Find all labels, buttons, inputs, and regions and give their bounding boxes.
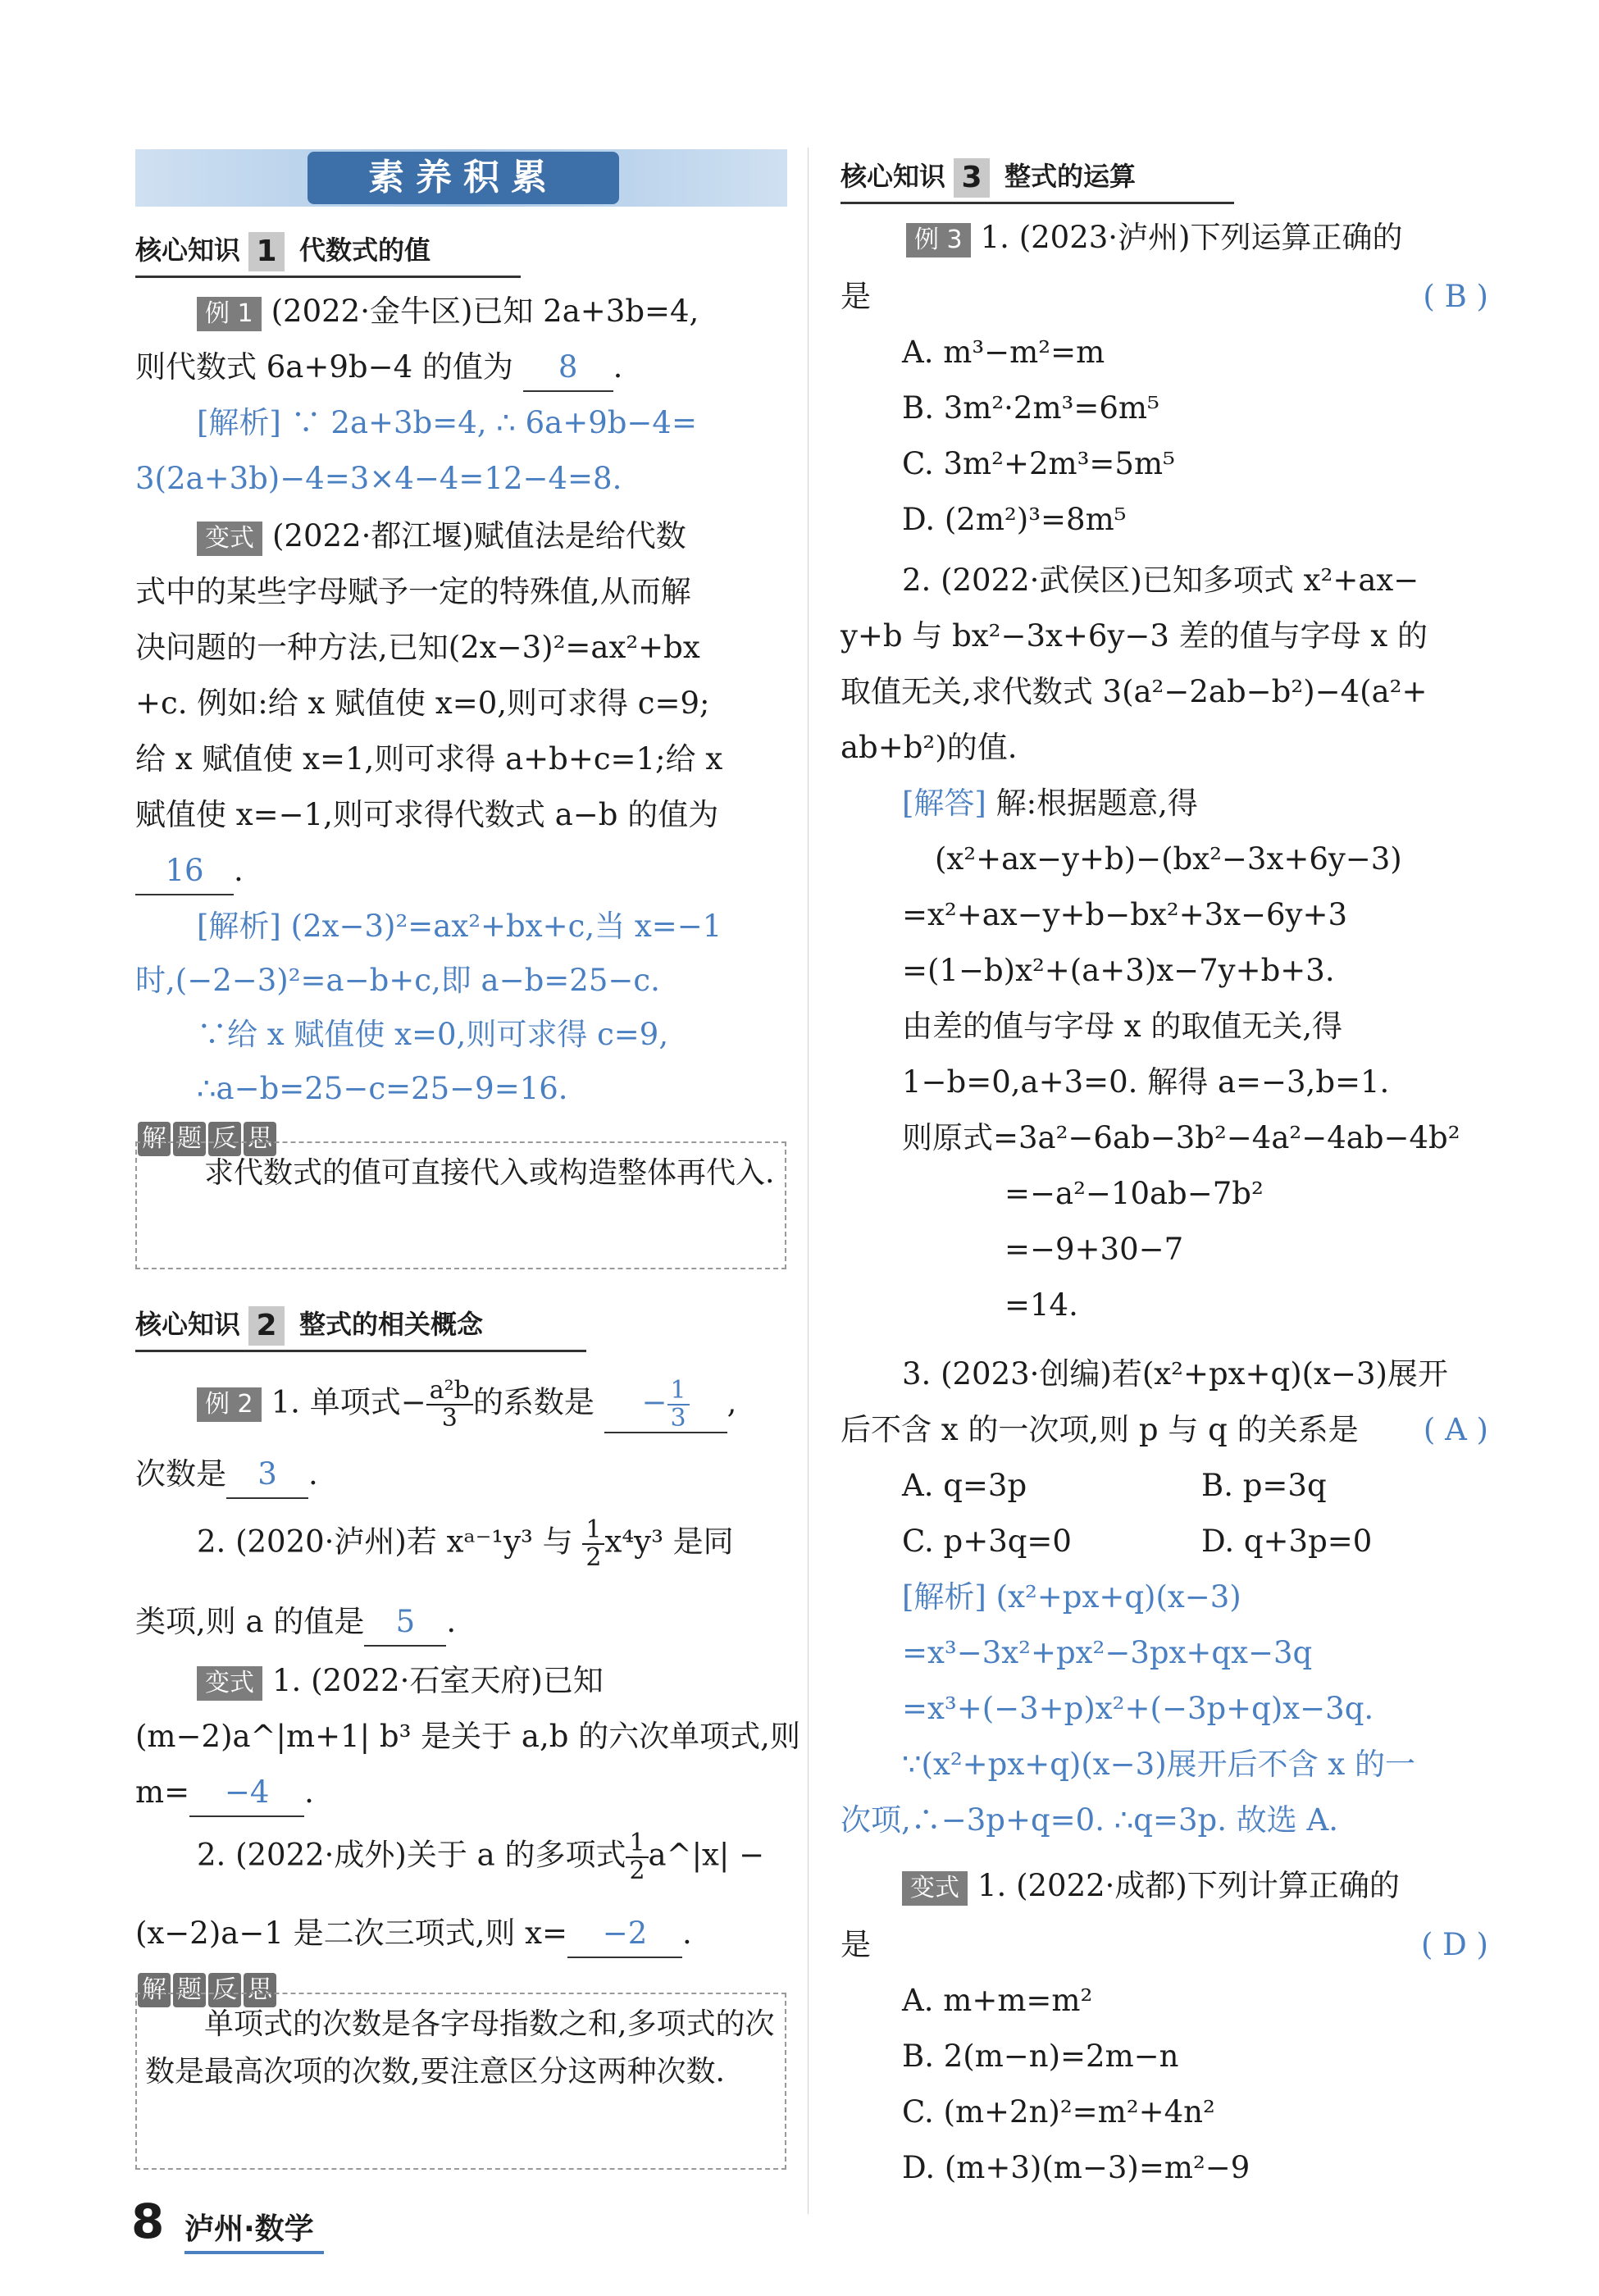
core-knowledge-1-heading <box>135 230 430 271</box>
example-1-text: (2022·金牛区)已知 2a+3b=4, <box>271 294 699 329</box>
option: B. 2(m−n)=2m−n <box>902 2039 1179 2074</box>
question-text: 1. (2023·泸州)下列运算正确的 <box>980 220 1403 255</box>
analysis-line: 次项,∴−3p+q=0. ∴q=3p. 故选 A. <box>840 1802 1338 1838</box>
variant-1-analysis-3: ∵给 x 赋值使 x=0,则可求得 c=9, <box>197 1017 669 1052</box>
example-3-q1-line-2 <box>840 274 1496 320</box>
variant-2-q1-line-3: m= −4 . <box>135 1770 1599 1817</box>
question-text: (x−2)a−1 是二次三项式,则 x= <box>135 1916 568 1951</box>
analysis-tag: [解析] <box>197 405 281 440</box>
heading-label: 核心知识 <box>135 1309 241 1340</box>
solution-line: =−a²−10ab−7b² <box>1004 1176 1264 1211</box>
question-text: 2. (2022·成外)关于 a 的多项式 <box>197 1837 626 1873</box>
example-3-q1-answer: ( B ) <box>1423 279 1488 314</box>
reflection-char: 思 <box>244 1122 276 1156</box>
core-knowledge-2-heading <box>135 1304 483 1346</box>
denominator: 3 <box>441 1404 458 1433</box>
fraction <box>426 1378 473 1432</box>
question-text: 后不含 x 的一次项,则 p 与 q 的关系是 <box>840 1412 1359 1447</box>
example-1-analysis-2: 3(2a+3b)−4=3×4−4=12−4=8. <box>135 461 622 496</box>
example-1-tag: 例 1 <box>197 297 262 331</box>
numerator: 1 <box>667 1378 690 1405</box>
example-3-tag: 例 3 <box>906 223 971 257</box>
question-text: a^|x| − <box>648 1837 765 1873</box>
option: B. p=3q <box>1201 1468 1327 1503</box>
heading-number: 1 <box>248 232 285 271</box>
question-text: 2. (2020·泸州)若 xᵃ⁻¹y³ 与 <box>197 1524 573 1560</box>
reflection-char: 思 <box>244 1973 276 2007</box>
option: D. q+3p=0 <box>1201 1524 1373 1559</box>
heading-label: 核心知识 <box>840 161 946 192</box>
reflection-char: 解 <box>138 1122 171 1156</box>
denominator: 3 <box>670 1404 686 1433</box>
variant-1-line-5: 给 x 赋值使 x=1,则可求得 a+b+c=1;给 x <box>135 741 723 777</box>
option: D. (m+3)(m−3)=m²−9 <box>902 2150 1250 2185</box>
solution-line: (x²+ax−y+b)−(bx²−3x+6y−3) <box>935 841 1402 877</box>
question-text: x⁴y³ 是同 <box>604 1524 734 1560</box>
numerator: 1 <box>582 1517 604 1545</box>
reflection-char: 题 <box>173 1973 206 2007</box>
variant-tag: 变式 <box>902 1871 968 1906</box>
fraction <box>626 1830 648 1884</box>
analysis-line: ∵(x²+px+q)(x−3)展开后不含 x 的一 <box>902 1747 1416 1782</box>
numerator: a²b <box>426 1378 473 1405</box>
example-1-line-1 <box>197 289 787 335</box>
reflection-box-1: 求代数式的值可直接代入或构造整体再代入. <box>135 1141 786 1269</box>
numerator: 1 <box>626 1830 648 1858</box>
page-number: 8 <box>131 2194 165 2249</box>
question-text: 的系数是 <box>472 1384 594 1420</box>
variant-1-line-6: 赋值使 x=−1,则可求得代数式 a−b 的值为 <box>135 797 719 832</box>
question-text: 类项,则 a 的值是 <box>135 1604 365 1639</box>
solution-line: 1−b=0,a+3=0. 解得 a=−3,b=1. <box>902 1064 1390 1100</box>
solution-line: =−9+30−7 <box>1004 1232 1184 1267</box>
solution-line: 由差的值与字母 x 的取值无关,得 <box>902 1009 1343 1044</box>
answer-tag: [解答] <box>902 786 986 821</box>
example-3-q1 <box>906 215 1599 261</box>
solution-line: =x²+ax−y+b−bx²+3x−6y+3 <box>902 897 1348 932</box>
variant-tag: 变式 <box>197 1666 262 1701</box>
question-text: 是 <box>840 1927 871 1962</box>
example-3-q2-line-3: 取值无关,求代数式 3(a²−2ab−b²)−4(a²+ <box>840 674 1428 709</box>
option: C. 3m²+2m³=5m⁵ <box>902 446 1175 481</box>
solution-line <box>902 781 1599 827</box>
question-text: 1. (2022·成都)下列计算正确的 <box>977 1868 1400 1903</box>
banner-title: 素养积累 <box>308 152 619 204</box>
option: C. p+3q=0 <box>902 1524 1072 1559</box>
footer-underline <box>184 2251 324 2254</box>
variant-2-q2-line-2: (x−2)a−1 是二次三项式,则 x= −2 . <box>135 1911 1599 1958</box>
example-2-tag: 例 2 <box>197 1387 262 1422</box>
footer-title: 泸州·数学 <box>184 2212 314 2246</box>
example-3-q3-analysis <box>902 1574 1599 1620</box>
example-2-q2-line-2: 类项,则 a 的值是 5 . <box>135 1599 1599 1647</box>
variant-1-answer: 16 <box>135 848 234 895</box>
heading-label: 核心知识 <box>135 235 241 266</box>
variant-3-q1-answer: ( D ) <box>1420 1927 1488 1962</box>
option: D. (2m²)³=8m⁵ <box>902 502 1127 537</box>
option: C. (m+2n)²=m²+4n² <box>902 2094 1215 2130</box>
heading-number: 2 <box>248 1306 285 1346</box>
analysis-text: (2x−3)²=ax²+bx+c,当 x=−1 <box>290 909 722 944</box>
heading-title: 代数式的值 <box>299 235 431 266</box>
example-3-q3-answer: ( A ) <box>1423 1412 1488 1447</box>
reflection-char: 反 <box>208 1122 241 1156</box>
example-2-q1: 例 2 1. 单项式− $\frac{\text{a²b}}{3}$ 的系数是 − $\frac{1}{3}$ , <box>197 1378 1599 1443</box>
question-text: 1. 单项式− <box>271 1384 426 1420</box>
analysis-line: =x³+(−3+p)x²+(−3p+q)x−3q. <box>902 1691 1374 1726</box>
heading-title: 整式的相关概念 <box>299 1309 484 1340</box>
question-text: 1. (2022·石室天府)已知 <box>272 1663 604 1698</box>
example-3-q2-line-4: ab+b²)的值. <box>840 730 1018 765</box>
example-3-q3-line-2 <box>840 1407 1496 1453</box>
option: A. m+m=m² <box>902 1983 1093 2018</box>
denominator: 2 <box>585 1543 602 1572</box>
variant-2-q1-answer: −4 <box>189 1770 304 1817</box>
example-1-line-2: 则代数式 6a+9b−4 的值为 8 . <box>135 344 1599 392</box>
variant-1-line-7: 16 . <box>135 848 1599 895</box>
example-1-text: 则代数式 6a+9b−4 的值为 <box>135 349 513 385</box>
variant-2-q1-line-2: (m−2)a^|m+1| b³ 是关于 a,b 的六次单项式,则 <box>135 1719 800 1754</box>
example-3-q3-line-1: 3. (2023·创编)若(x²+px+q)(x−3)展开 <box>902 1356 1448 1392</box>
variant-tag: 变式 <box>197 522 262 556</box>
analysis-line: =x³−3x²+px²−3px+qx−3q <box>902 1635 1313 1670</box>
example-1-answer: 8 <box>523 344 613 392</box>
variant-1-line-4: +c. 例如:给 x 赋值使 x=0,则可求得 c=9; <box>135 686 710 721</box>
question-text: 次数是 <box>135 1456 226 1492</box>
option: A. m³−m²=m <box>902 335 1105 370</box>
heading-underline <box>840 202 1234 204</box>
question-text: 是 <box>840 279 871 314</box>
analysis-text: (x²+px+q)(x−3) <box>995 1579 1241 1615</box>
heading-number: 3 <box>954 158 990 198</box>
variant-text: (2022·都江堰)赋值法是给代数 <box>272 518 686 554</box>
analysis-tag: [解析] <box>197 909 281 944</box>
option: A. q=3p <box>902 1468 1027 1503</box>
variant-3-q1 <box>902 1863 1599 1909</box>
variant-1-line-3: 决问题的一种方法,已知(2x−3)²=ax²+bx <box>135 630 700 665</box>
reflection-char: 反 <box>208 1973 241 2007</box>
reflection-char: 题 <box>173 1122 206 1156</box>
example-2-q2-answer: 5 <box>364 1599 446 1647</box>
core-knowledge-3-heading <box>840 156 1136 198</box>
variant-1-line-2: 式中的某些字母赋予一定的特殊值,从而解 <box>135 574 691 609</box>
question-text: m= <box>135 1774 190 1810</box>
answer-sign: − <box>641 1384 667 1420</box>
analysis-text: ∵ 2a+3b=4, ∴ 6a+9b−4= <box>290 405 697 440</box>
solution-line: =(1−b)x²+(a+3)x−7y+b+3. <box>902 953 1335 988</box>
heading-underline <box>135 1350 586 1352</box>
reflection-box-2: 单项式的次数是各字母指数之和,多项式的次数是最高次项的次数,要注意区分这两种次数. <box>135 1993 786 2170</box>
variant-3-q1-line-2 <box>840 1922 1496 1968</box>
example-2-q1-line-2: 次数是 3 . <box>135 1451 1599 1499</box>
example-3-q2-line-1: 2. (2022·武侯区)已知多项式 x²+ax− <box>902 563 1419 598</box>
option: B. 3m²·2m³=6m⁵ <box>902 390 1159 426</box>
heading-title: 整式的运算 <box>1004 161 1137 192</box>
example-2-q1-degree: 3 <box>226 1451 308 1499</box>
example-2-q1-answer <box>604 1378 727 1433</box>
section-banner <box>135 149 787 207</box>
denominator: 2 <box>629 1856 645 1885</box>
fraction <box>667 1378 690 1432</box>
variant-1-analysis-4: ∴a−b=25−c=25−9=16. <box>197 1071 568 1106</box>
variant-1-analysis-2: 时,(−2−3)²=a−b+c,即 a−b=25−c. <box>135 963 660 998</box>
fraction <box>582 1517 604 1571</box>
heading-underline <box>135 276 521 278</box>
variant-2-q2-answer: −2 <box>567 1911 682 1958</box>
example-3-q2-line-2: y+b 与 bx²−3x+6y−3 差的值与字母 x 的 <box>840 618 1428 654</box>
solution-line: 则原式=3a²−6ab−3b²−4a²−4ab−4b² <box>902 1120 1460 1155</box>
solution-text: 解:根据题意,得 <box>995 786 1198 821</box>
reflection-char: 解 <box>138 1973 171 2007</box>
analysis-tag: [解析] <box>902 1579 986 1615</box>
solution-line: =14. <box>1004 1287 1078 1323</box>
